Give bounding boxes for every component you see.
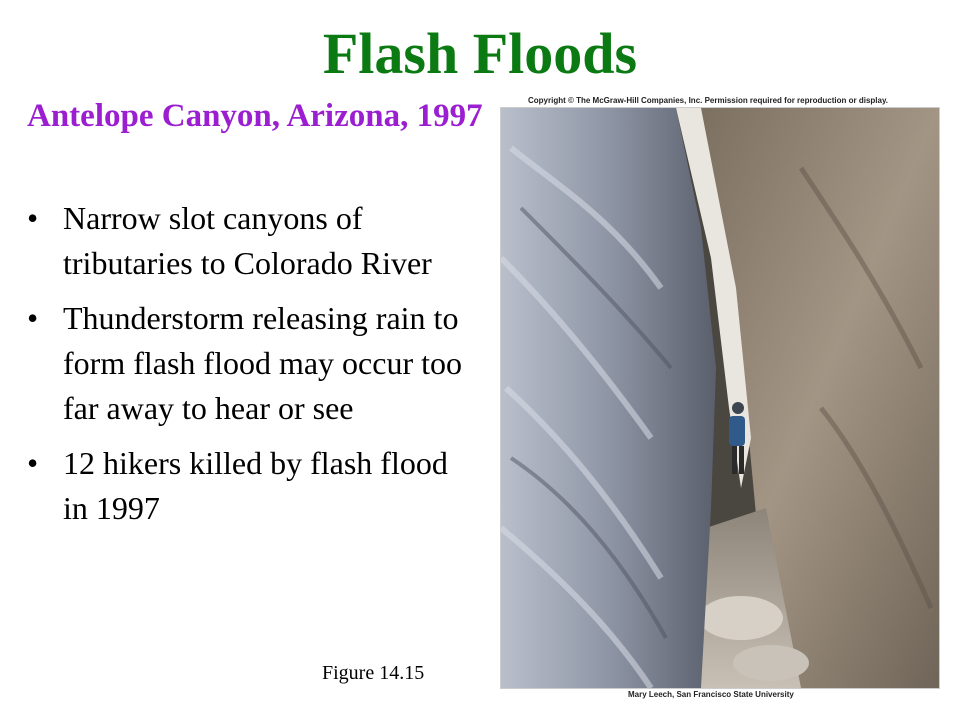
figure-caption: Figure 14.15 [322,662,425,684]
slide-subtitle: Antelope Canyon, Arizona, 1997 [27,98,483,134]
slide-title: Flash Floods [322,21,638,86]
canyon-photo-illustration [501,108,939,688]
bullet-icon: • [27,200,39,236]
photo-copyright: Copyright © The McGraw-Hill Companies, Inc. Permission required for reproduction or display. [528,96,889,105]
bullet-item [27,441,477,531]
bullet-text: Thunderstorm releasing rain to form flash flood may occur too far away to hear or see [63,300,462,426]
bullet-list [27,196,477,541]
bullet-text: 12 hikers killed by flash flood in 1997 [63,445,448,526]
bullet-text: Narrow slot canyons of tributaries to Colorado River [63,200,432,281]
bullet-item [27,196,477,286]
photo-credit: Mary Leech, San Francisco State University [628,690,794,699]
canyon-photo [500,107,940,689]
bullet-icon: • [27,445,39,481]
bullet-icon: • [27,300,39,336]
bullet-item [27,296,477,431]
